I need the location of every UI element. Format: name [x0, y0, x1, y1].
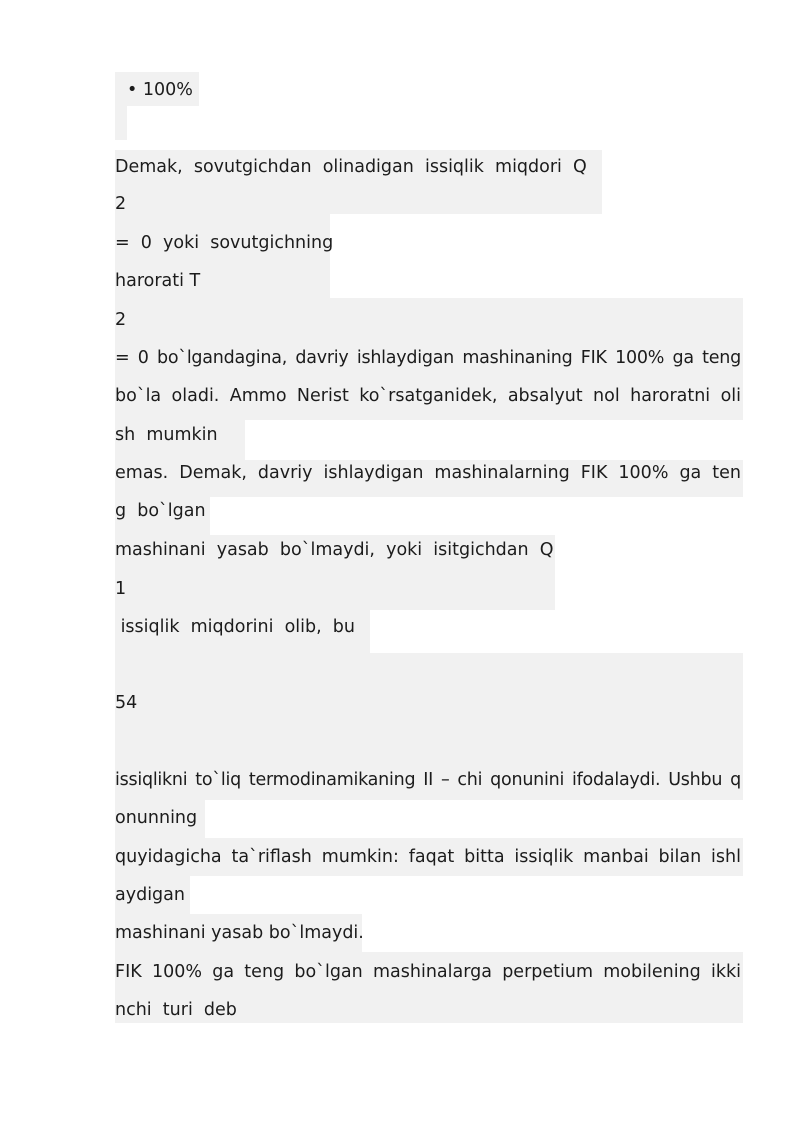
- text-line: mashinani yasab bo`lmaydi, yoki isitgichdan Q: [115, 540, 554, 560]
- background-block-gap-5: [555, 535, 750, 653]
- text-line: issiqlikni to`liq termodinamikaning II – chi qonunini ifodalaydi. Ushbu q: [115, 770, 741, 790]
- subscript-number: 2: [115, 310, 127, 330]
- text-line: = 0 bo`lgandagina, davriy ishlaydigan mashinaning FIK 100% ga teng: [115, 348, 741, 368]
- background-block-top-2: [115, 106, 127, 140]
- background-block-gap-9: [362, 914, 750, 952]
- subscript-number: 1: [115, 579, 127, 599]
- background-block-gap-4: [210, 497, 750, 535]
- subscript-number: 2: [115, 194, 127, 214]
- text-line: sh mumkin: [115, 425, 218, 445]
- text-line: emas. Demak, davriy ishlaydigan mashinalarning FIK 100% ga ten: [115, 463, 741, 483]
- text-line: g bo`lgan: [115, 501, 206, 521]
- text-line: bo`la oladi. Ammo Nerist ko`rsatganidek, absalyut nol haroratni oli: [115, 386, 741, 406]
- text-line: quyidagicha ta`riflash mumkin: faqat bitta issiqlik manbai bilan ishl: [115, 847, 741, 867]
- background-block-gap-6: [370, 610, 555, 653]
- text-line: aydigan: [115, 885, 185, 905]
- background-block-gap-7: [205, 800, 750, 838]
- bullet-line: • 100%: [127, 80, 193, 100]
- text-line: Demak, sovutgichdan olinadigan issiqlik miqdori Q: [115, 157, 587, 177]
- text-line: FIK 100% ga teng bo`lgan mashinalarga perpetium mobilening ikki: [115, 962, 741, 982]
- text-line: harorati T: [115, 271, 201, 291]
- text-line: mashinani yasab bo`lmaydi.: [115, 923, 364, 943]
- page-number: 54: [115, 693, 138, 713]
- text-line: = 0 yoki sovutgichning: [115, 233, 334, 253]
- text-line: nchi turi deb: [115, 1000, 237, 1020]
- background-block-gap: [330, 214, 750, 298]
- text-line: onunning: [115, 808, 198, 828]
- text-line: issiqlik miqdorini olib, bu: [115, 617, 356, 637]
- background-block-gap-3: [245, 420, 750, 460]
- background-block-gap-2: [602, 150, 750, 214]
- background-block-gap-8: [190, 876, 750, 914]
